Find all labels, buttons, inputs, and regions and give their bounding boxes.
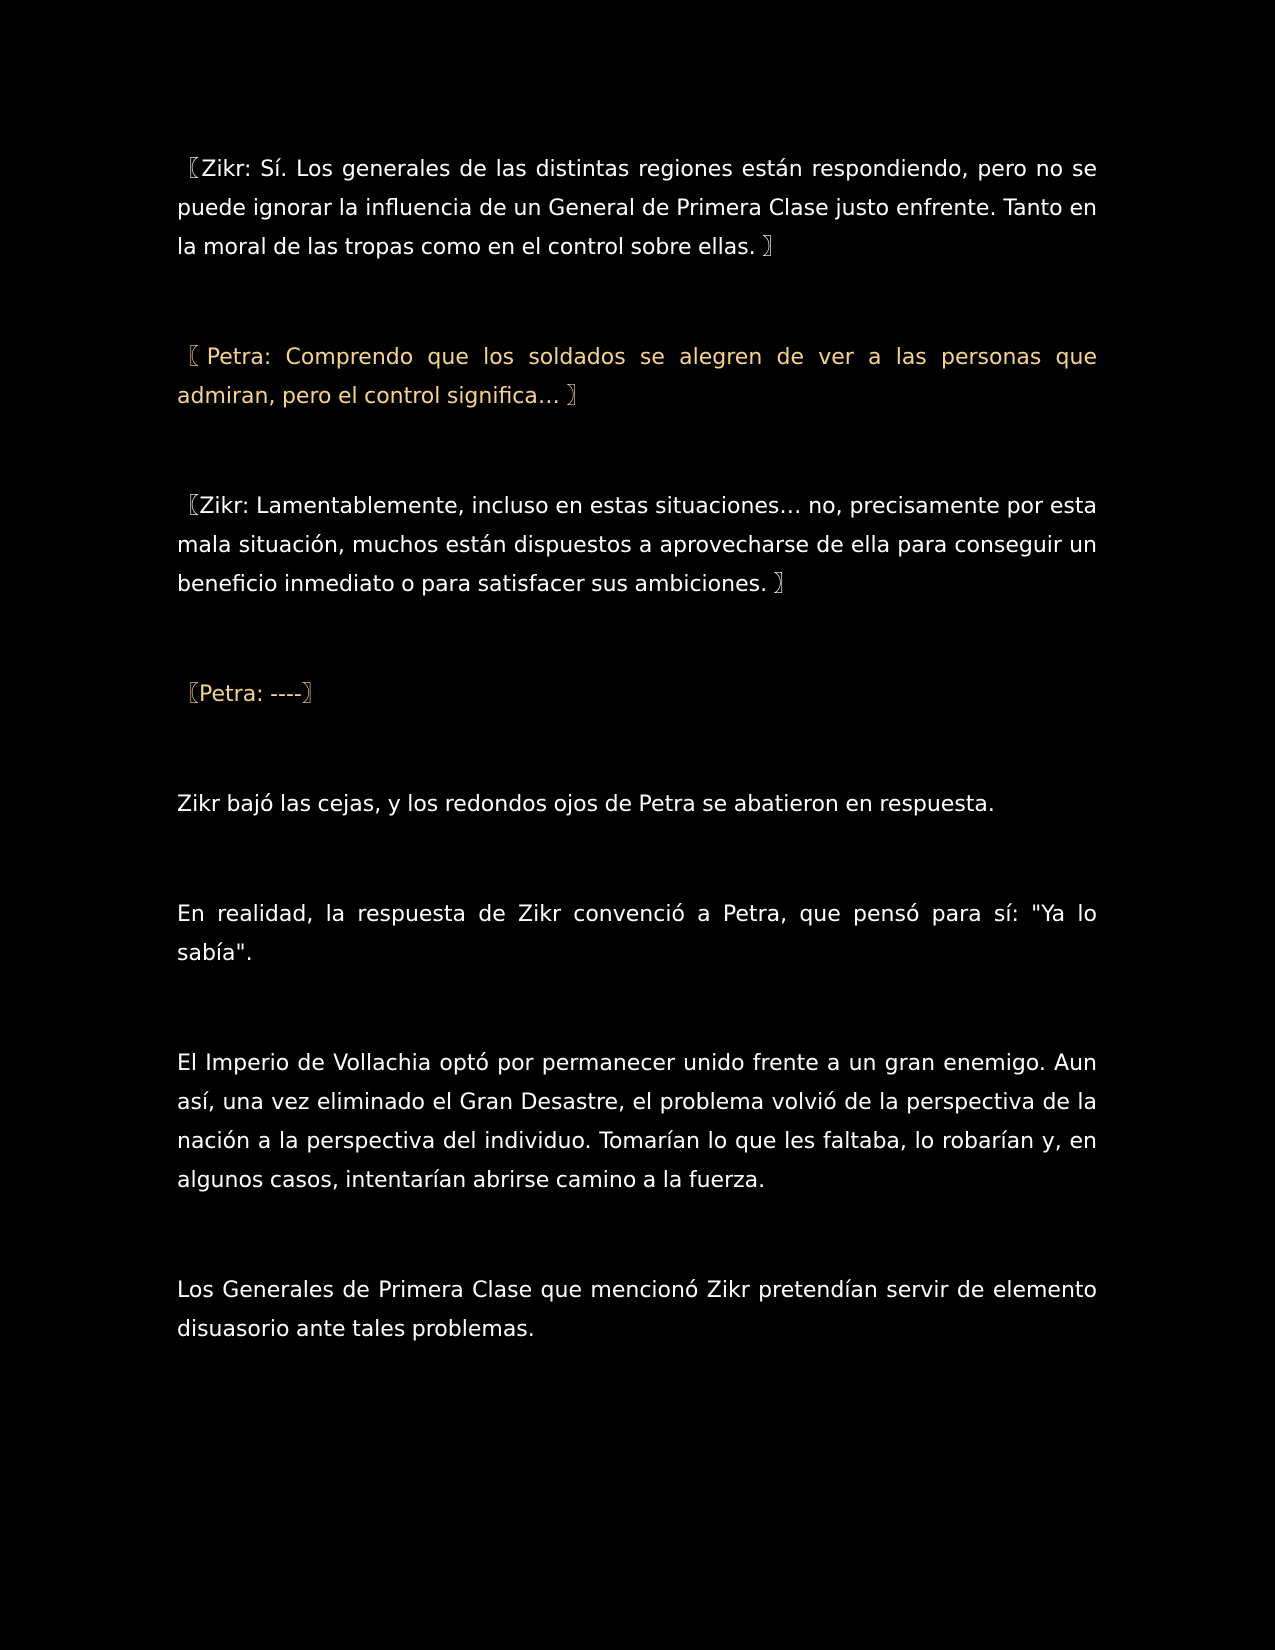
dialogue-zikr: 〖Zikr: Sí. Los generales de las distintas regiones están respondiendo, pero no se puede ignorar la influencia de un General de Primera Clase justo enfrente. Tanto en la moral de las tropas como en el control sobre ellas. 〗 [177, 157, 1097, 260]
narration-paragraph: El Imperio de Vollachia optó por permanecer unido frente a un gran enemigo. Aun así, una vez eliminado el Gran Desastre, el problema volvió de la perspectiva de la nación a la perspectiva del individuo. Tomarían lo que les faltaba, lo robarían y, en algunos casos, intentarían abrirse camino a la fuerza. [177, 1051, 1097, 1193]
narration-paragraph: Zikr bajó las cejas, y los redondos ojos de Petra se abatieron en respuesta. [177, 792, 995, 817]
dialogue-petra: 〖Petra: Comprendo que los soldados se alegren de ver a las personas que admiran, pero el control significa… 〗 [177, 345, 1097, 409]
document-page [177, 150, 1097, 1349]
narration-paragraph: Los Generales de Primera Clase que mencionó Zikr pretendían servir de elemento disuasorio ante tales problemas. [177, 1278, 1097, 1342]
narration-paragraph: En realidad, la respuesta de Zikr convenció a Petra, que pensó para sí: "Ya lo sabía". [177, 902, 1097, 966]
dialogue-petra: 〖Petra: ----〗 [177, 682, 324, 707]
dialogue-zikr: 〖Zikr: Lamentablemente, incluso en estas situaciones… no, precisamente por esta mala situación, muchos están dispuestos a aprovecharse de ella para conseguir un beneficio inmediato o para satisfacer sus ambiciones. 〗 [177, 494, 1097, 597]
